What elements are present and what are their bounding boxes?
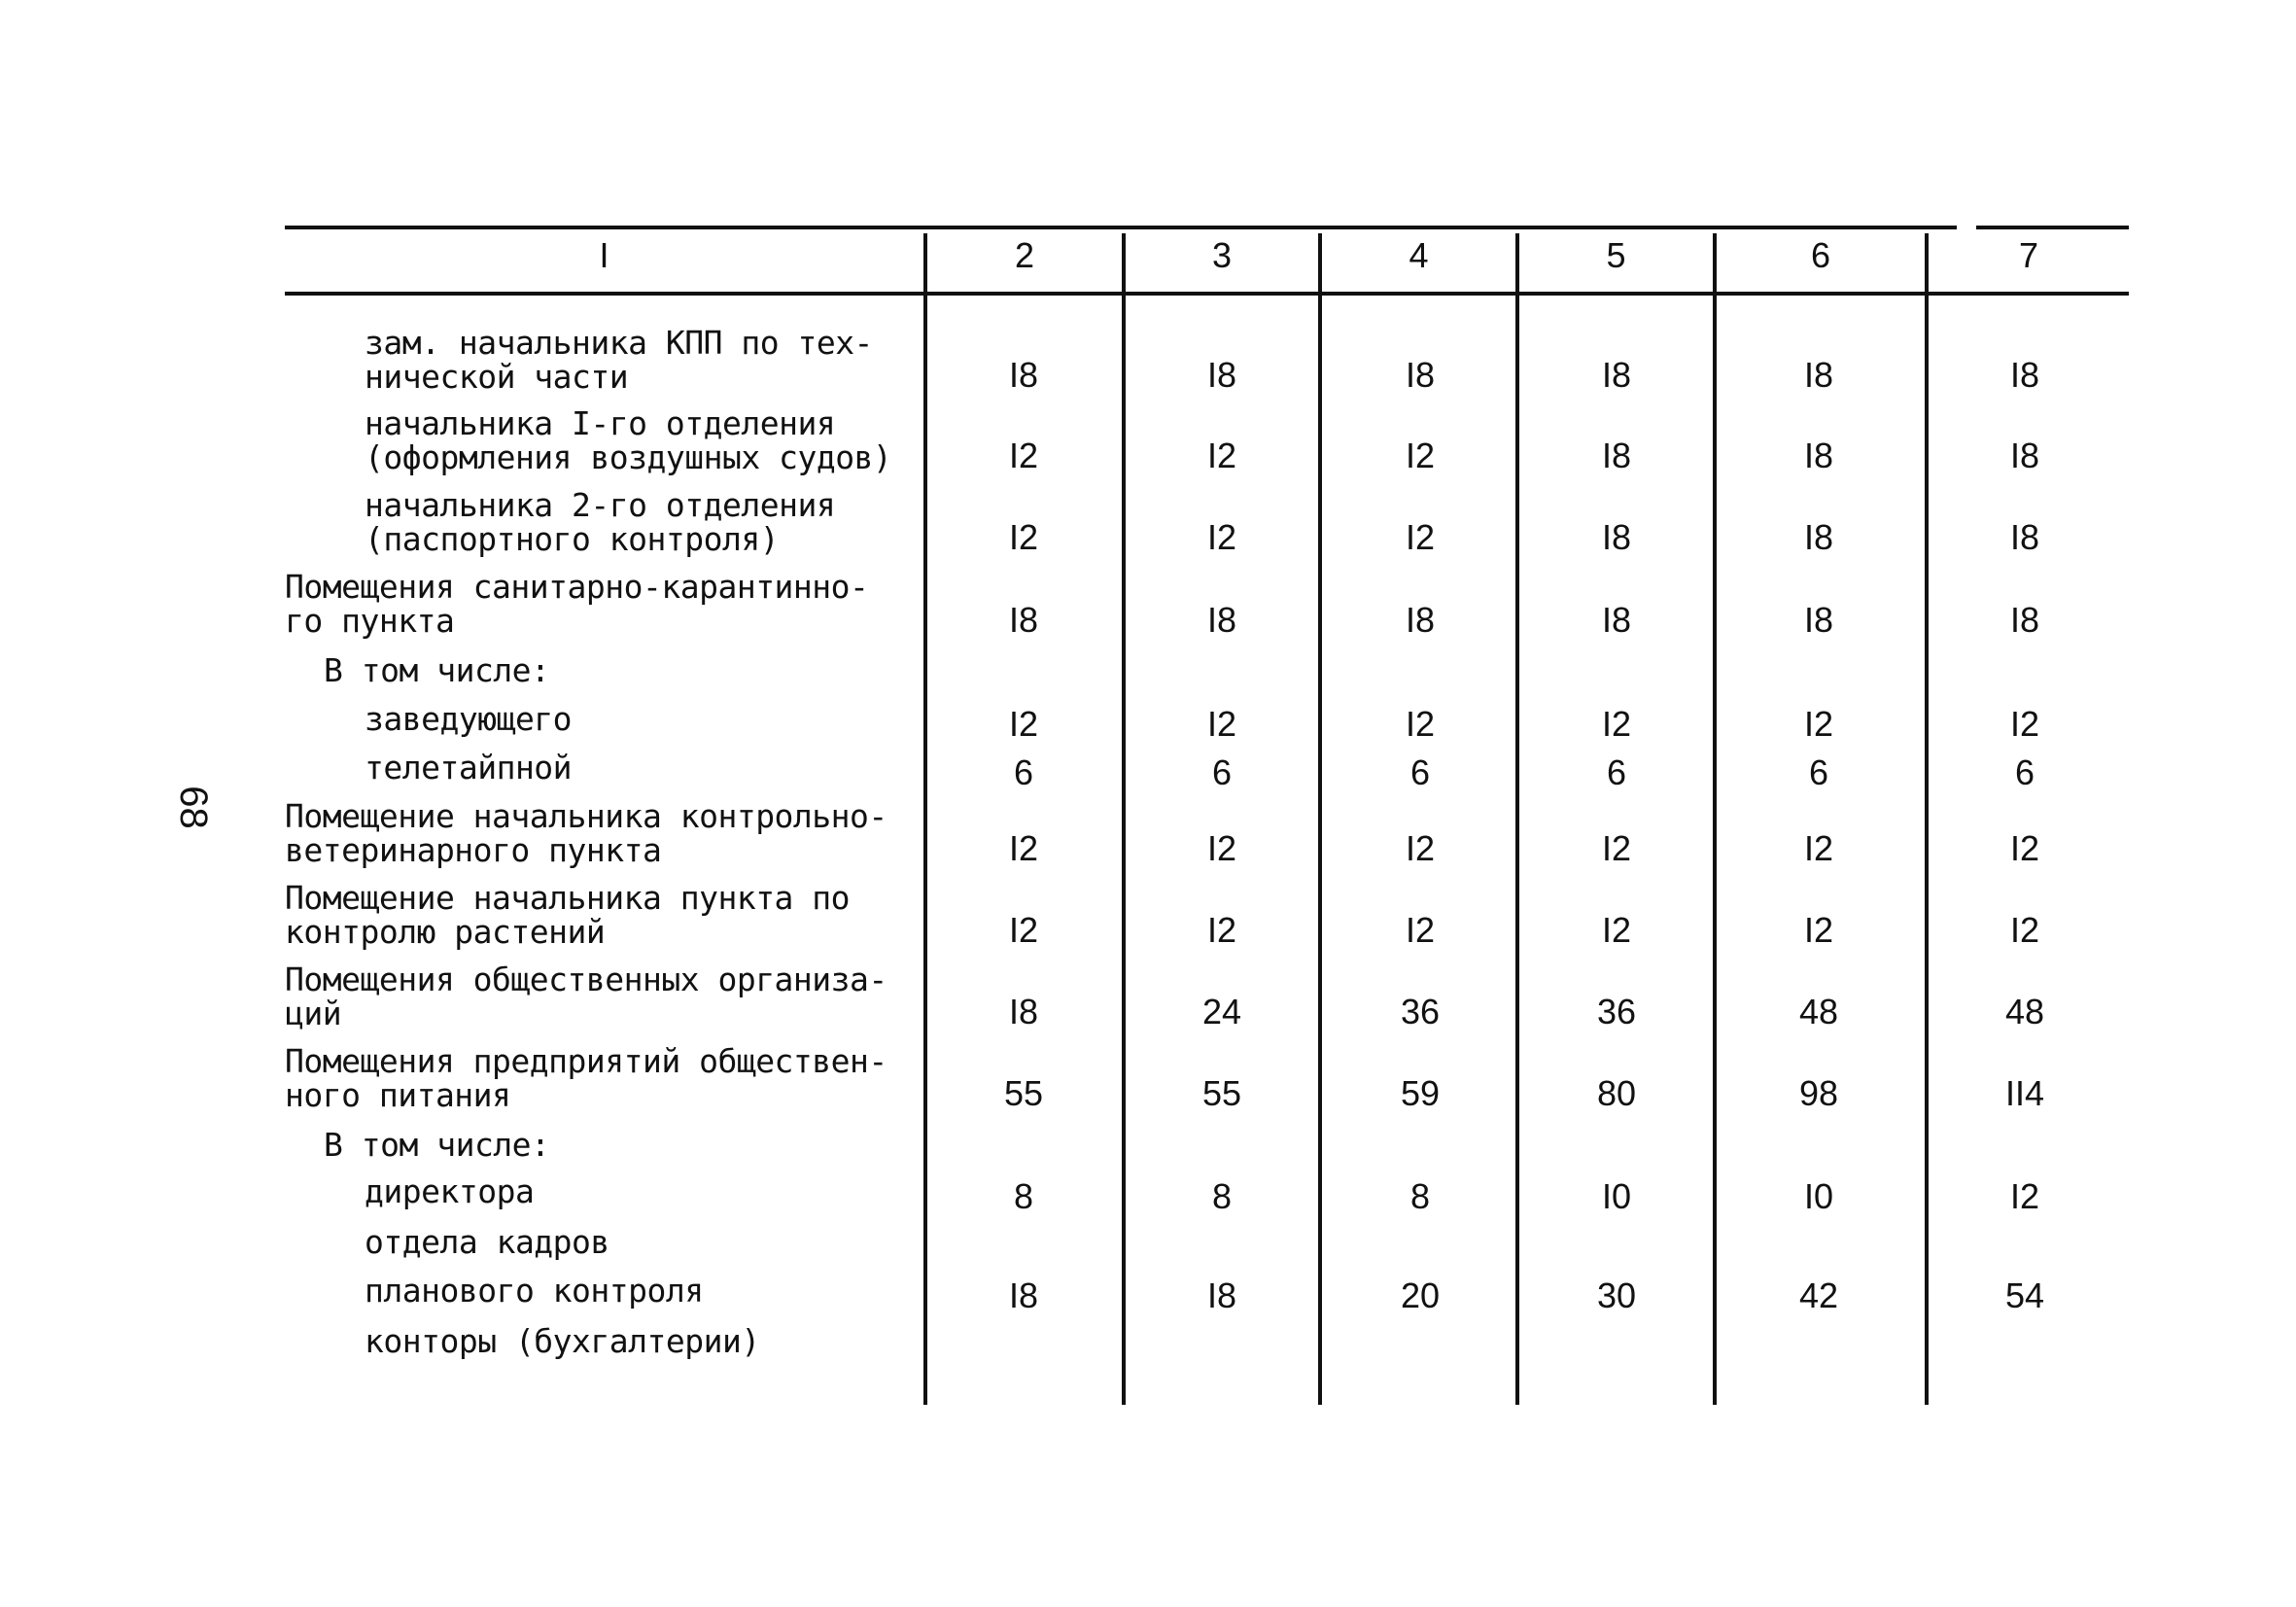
table-cell: 54 [2004, 1275, 2045, 1315]
table-cell: 6 [2014, 752, 2035, 792]
table-cell: I8 [1601, 436, 1632, 475]
table-cell: I2 [1206, 910, 1237, 950]
column-header: 4 [1409, 235, 1429, 275]
table-cell: I2 [2009, 1176, 2040, 1216]
table-cell: I2 [1206, 828, 1237, 868]
table-cell: I8 [1803, 517, 1834, 557]
table-cell: I2 [1008, 704, 1039, 744]
table-cell: I2 [1008, 828, 1039, 868]
table-cell: I8 [2009, 517, 2040, 557]
table-cell: 6 [1808, 752, 1829, 792]
column-header: 6 [1810, 235, 1831, 275]
table-cell: I8 [2009, 600, 2040, 640]
table-cell: 8 [1013, 1176, 1034, 1216]
table-cell: 6 [1013, 752, 1034, 792]
table-cell: I8 [1008, 355, 1039, 395]
table-cell: I2 [1008, 517, 1039, 557]
table-cell: I8 [1601, 517, 1632, 557]
table-cell: I2 [1405, 704, 1436, 744]
column-divider [1925, 233, 1929, 1405]
table-cell: 8 [1211, 1176, 1233, 1216]
table-cell: 80 [1596, 1073, 1637, 1113]
table-cell: 59 [1400, 1073, 1441, 1113]
header-bottom-rule [285, 292, 2129, 296]
row-label: телетайпной [365, 749, 573, 786]
table-cell: I2 [1405, 910, 1436, 950]
table-cell: I2 [1803, 828, 1834, 868]
table-top-rule [285, 226, 1957, 229]
table-cell: I2 [1405, 828, 1436, 868]
column-header: 7 [2018, 235, 2039, 275]
table-cell: I8 [1008, 1275, 1039, 1315]
table-cell: I8 [2009, 355, 2040, 395]
table-cell: I2 [1008, 436, 1039, 475]
row-label: В том числе: [324, 1126, 550, 1164]
table-cell: 6 [1606, 752, 1627, 792]
table-cell: 24 [1201, 992, 1242, 1031]
row-label: конторы (бухгалтерии) [365, 1322, 760, 1360]
row-label: директора [365, 1172, 535, 1210]
row-label: заведующего [365, 700, 573, 738]
table-cell: I8 [1405, 355, 1436, 395]
table-cell: 55 [1003, 1073, 1044, 1113]
column-header: 5 [1606, 235, 1626, 275]
row-label: планового контроля [365, 1272, 704, 1310]
table-cell: 48 [2004, 992, 2045, 1031]
table-cell: 36 [1596, 992, 1637, 1031]
table-cell: I2 [1008, 910, 1039, 950]
table-cell: 6 [1211, 752, 1233, 792]
row-label: Помещения санитарно-карантинно- го пункта [285, 568, 869, 640]
table-cell: 20 [1400, 1275, 1441, 1315]
table-cell: 8 [1409, 1176, 1431, 1216]
table-cell: 48 [1798, 992, 1839, 1031]
column-divider [1713, 233, 1717, 1405]
table-cell: I2 [1803, 910, 1834, 950]
column-header: 3 [1211, 235, 1233, 275]
table-cell: I2 [1601, 910, 1632, 950]
page-number: 68 [171, 786, 215, 829]
table-cell: I8 [1601, 600, 1632, 640]
row-label: отдела кадров [365, 1223, 609, 1261]
table-cell: I2 [1405, 517, 1436, 557]
table-cell: I2 [1206, 704, 1237, 744]
row-label: Помещения предприятий обществен- ного питания [285, 1042, 887, 1114]
column-divider [1515, 233, 1519, 1405]
table-cell: II4 [2004, 1073, 2045, 1113]
table-cell: I2 [2009, 910, 2040, 950]
table-cell: I8 [1803, 436, 1834, 475]
table-cell: I8 [1601, 355, 1632, 395]
table-cell: I2 [1206, 436, 1237, 475]
row-label: Помещения общественных организа- ций [285, 961, 887, 1032]
table-cell: 36 [1400, 992, 1441, 1031]
row-label: зам. начальника КПП по тех- нической части [365, 324, 873, 396]
table-cell: 55 [1201, 1073, 1242, 1113]
table-cell: I8 [1206, 355, 1237, 395]
table-cell: 98 [1798, 1073, 1839, 1113]
row-label: Помещение начальника пункта по контролю растений [285, 879, 851, 951]
table-cell: 30 [1596, 1275, 1637, 1315]
table-cell: I8 [1008, 992, 1039, 1031]
table-cell: 42 [1798, 1275, 1839, 1315]
column-divider [1122, 233, 1126, 1405]
row-label: начальника I-го отделения (оформления воздушных судов) [365, 404, 892, 476]
table-cell: I2 [1803, 704, 1834, 744]
table-cell: I2 [2009, 704, 2040, 744]
table-cell: I8 [1803, 355, 1834, 395]
table-cell: I8 [1405, 600, 1436, 640]
table-cell: I8 [2009, 436, 2040, 475]
table-cell: I8 [1206, 600, 1237, 640]
table-cell: I2 [1206, 517, 1237, 557]
row-label: начальника 2-го отделения (паспортного контроля) [365, 486, 836, 558]
row-label: Помещение начальника контрольно- ветеринарного пункта [285, 797, 887, 869]
table-cell: I8 [1206, 1275, 1237, 1315]
table-cell: I0 [1601, 1176, 1632, 1216]
column-divider [1318, 233, 1322, 1405]
column-header: I [599, 235, 609, 275]
table-cell: I8 [1803, 600, 1834, 640]
table-top-rule-right [1976, 226, 2129, 229]
table-cell: I2 [1601, 704, 1632, 744]
column-header: 2 [1014, 235, 1035, 275]
row-label: В том числе: [324, 651, 550, 689]
table-cell: I2 [1601, 828, 1632, 868]
table-cell: I8 [1008, 600, 1039, 640]
table-cell: I2 [2009, 828, 2040, 868]
table-cell: I2 [1405, 436, 1436, 475]
table-cell: I0 [1803, 1176, 1834, 1216]
table-cell: 6 [1409, 752, 1431, 792]
